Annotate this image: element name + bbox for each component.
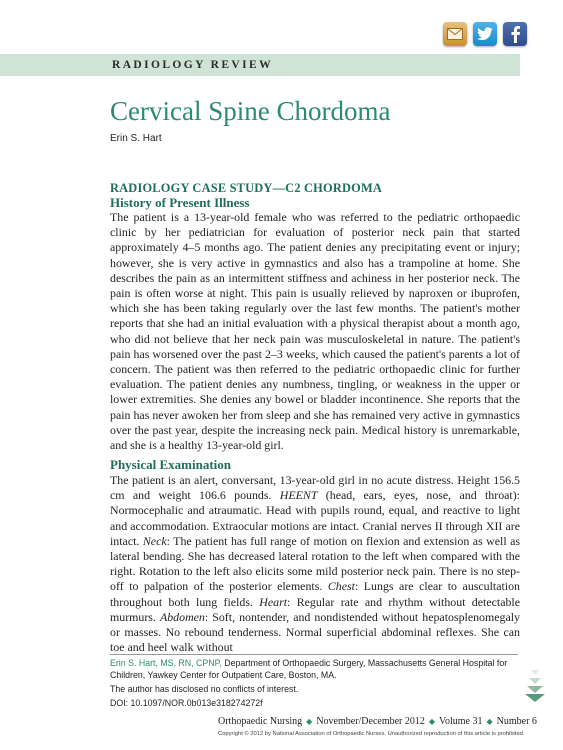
journal-issue: November/December 2012 (316, 716, 425, 727)
pe-neck-label: Neck (142, 533, 167, 548)
hpi-paragraph: The patient is a 13-year-old female who was referred to the pediatric orthopaedic clinic by her pediatrician for evaluation of posterior neck pain that started approximately 4–5 months ago. The patient denies any precipitating event or injury; however, she is very active in gymnastics and also has a trampoline at home. She describes the pain as an intermittent stiffness and achiness in her posterior neck. The pain is often worse at night. This pain is usually relieved by naproxen or ibuprofen, which she has been taking regularly over the last few months. The patient's mother reports that she had an initial evaluation with a physical therapist about a month ago, who did not believe that her neck pain was musculoskeletal in nature. The patient's pain has worsened over the past 2–3 weeks, which caused the patient's parents a lot of concern. The patient was then referred to the pediatric orthopaedic clinic for further evaluation. The patient denies any numbness, tingling, or weakness in the upper or lower extremities. She denies any bowel or bladder incontinence. She reports that the pain has never awoken her from sleep and she has remained very active in gymnastics over the past year, despite the increasing neck pain. Medical history is unremarkable, and she is a healthy 13-year-old girl. (110, 210, 520, 453)
journal-volume: Volume 31 (439, 716, 483, 727)
pe-neck-text: : The patient has full range of motion on flexion and extension as well as lateral bending. She has decreased lateral rotation to the left when compared with the right. Rotation to the left also elicits some mild posterior neck pain. There is no step-off to palpation of the posterior elements. (110, 533, 520, 594)
footnote-author-credentials: Erin S. Hart, MS, RN, CPNP, (110, 658, 222, 668)
footnote-divider (110, 654, 518, 655)
email-share-button[interactable] (443, 22, 467, 46)
footnote-affiliation-text: Department of Orthopaedic Surgery, Massachusetts General Hospital for Children, Yawkey Center for Outpatient Care, Boston, MA. (110, 658, 508, 680)
case-study-heading: RADIOLOGY CASE STUDY—C2 CHORDOMA (110, 181, 383, 195)
copyright-notice: Copyright © 2012 by National Association of Orthopaedic Nurses. Unauthorized reproduction of this article is prohibited. (218, 731, 525, 737)
pe-intro: The patient is an alert, conversant, 13-year-old girl in no acute distress. Height 156.5 cm and weight 106.6 pounds. (110, 473, 520, 503)
footnote-affiliation (110, 658, 525, 681)
pe-heart-text: : Regular rate and rhythm without detectable murmurs. (110, 594, 521, 624)
journal-footer (218, 716, 537, 727)
pe-chest-label: Chest (327, 579, 355, 594)
footer-separator: ◆ (486, 717, 493, 726)
chevron-down-icon (524, 666, 546, 702)
share-toolbar (443, 22, 527, 46)
email-icon (447, 28, 463, 40)
journal-number: Number 6 (496, 716, 537, 727)
twitter-share-button[interactable] (473, 22, 497, 46)
pe-heart-label: Heart (259, 594, 288, 609)
footer-separator: ◆ (428, 717, 436, 726)
article-author: Erin S. Hart (110, 133, 162, 144)
twitter-icon (477, 27, 493, 41)
pe-heent-label: HEENT (279, 488, 318, 503)
next-page-button[interactable] (524, 666, 546, 702)
facebook-share-button[interactable] (503, 22, 527, 46)
footnote-disclosure: The author has disclosed no conflicts of interest. (110, 684, 299, 694)
section-label: RADIOLOGY REVIEW (112, 59, 273, 71)
pe-chest-text: : Lungs are clear to auscultation throughout both lung fields. (110, 579, 520, 609)
footer-separator: ◆ (306, 717, 313, 726)
pe-heent-text: (head, ears, eyes, nose, and throat): Normocephalic and atraumatic. Head with pupils round, equal, and reactive to light and accommodation. Extraocular motions are intact. Cranial nerves II through XII are intact. (110, 488, 520, 548)
journal-name: Orthopaedic Nursing (218, 716, 303, 727)
hpi-heading: History of Present Illness (110, 195, 250, 210)
pe-abdomen-label: Abdomen (159, 609, 205, 624)
article-title: Cervical Spine Chordoma (110, 96, 391, 126)
pe-abdomen-text: : Soft, nontender, and nondistended without hepatosplenomegaly or masses. No rebound tenderness. Normal superficial abdominal reflexes. She can toe and heel walk without (110, 609, 520, 655)
physical-exam-paragraph (110, 473, 520, 655)
facebook-icon (509, 25, 521, 43)
physical-exam-heading: Physical Examination (110, 457, 231, 472)
footnote-doi: DOI: 10.1097/NOR.0b013e318274272f (110, 698, 263, 708)
